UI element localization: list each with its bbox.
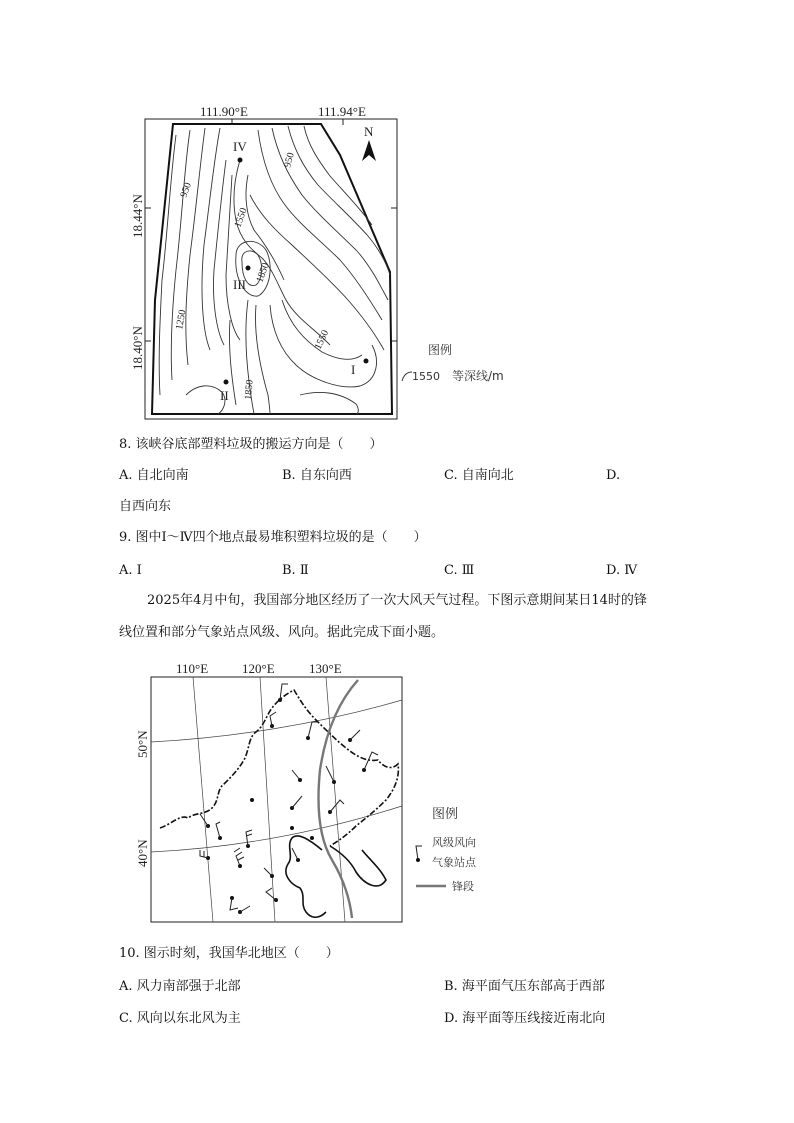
option-text: Ⅳ	[624, 563, 638, 578]
option-letter: C.	[444, 468, 458, 483]
graticule	[151, 677, 402, 922]
contour-label: 1550	[232, 206, 250, 230]
point-iv-marker	[238, 158, 243, 163]
north-arrow-icon	[362, 140, 376, 161]
passage-line-1: 2025年4月中旬，我国部分地区经历了一次大风天气过程。下图示意期间某日14时的锋	[147, 593, 647, 608]
q8-stem: 8. 该峡谷底部塑料垃圾的搬运方向是（ ）	[119, 437, 383, 452]
q9-stem: 9. 图中Ⅰ～Ⅳ四个地点最易堆积塑料垃圾的是（ ）	[119, 530, 427, 545]
q8-option-b	[282, 467, 352, 485]
map2-lat-label-1: 50°N	[135, 730, 150, 758]
q9-option-b	[282, 562, 309, 580]
survey-boundary	[152, 124, 392, 414]
north-label: N	[364, 124, 374, 139]
map2-legend-item-2: 气象站点	[432, 856, 476, 869]
map2-lon-label-3: 130°E	[309, 661, 342, 676]
contour-legend-icon	[402, 372, 412, 381]
map1-lat-label-1: 18.44°N	[130, 194, 145, 238]
canyon-depth-map	[130, 100, 520, 430]
option-letter: C.	[444, 563, 458, 578]
option-text: 自南向北	[461, 468, 514, 483]
option-text: 风向以东北风为主	[136, 1011, 241, 1026]
map2-lon-label-2: 120°E	[242, 661, 275, 676]
map2-lat-label-2: 40°N	[135, 839, 150, 867]
point-ii-marker	[224, 380, 229, 385]
map1-lon-label-1: 111.90°E	[200, 104, 248, 119]
map2-frame	[151, 677, 402, 922]
q8-option-a	[119, 467, 189, 485]
option-letter: A.	[119, 979, 133, 994]
q8-option-d-text: 自西向东	[119, 499, 172, 514]
q10-option-d	[444, 1010, 605, 1028]
wind-barb-legend-icon	[416, 846, 422, 860]
q9-option-c	[444, 562, 474, 580]
q10-option-c	[119, 1010, 241, 1028]
q10-option-a	[119, 978, 241, 996]
point-iii-label: III	[233, 277, 246, 292]
front-line	[319, 680, 359, 918]
contour-label: 1850	[254, 261, 272, 285]
option-letter: B.	[282, 563, 296, 578]
passage-line-2: 线位置和部分气象站点风级、风向。据此完成下面小题。	[119, 625, 445, 640]
point-iv-label: IV	[233, 139, 247, 154]
map2-legend-item-1: 风级风向	[432, 836, 476, 849]
option-text: 自东向西	[299, 468, 352, 483]
option-text: Ⅲ	[461, 563, 475, 578]
station-legend-icon	[416, 858, 420, 862]
map2-lon-label-1: 110°E	[176, 661, 209, 676]
option-text: 海平面气压东部高于西部	[461, 979, 605, 994]
option-letter: C.	[119, 1011, 133, 1026]
contour-label: 1550	[312, 328, 332, 352]
option-text: 风力南部强于北部	[136, 979, 241, 994]
map1-legend-title: 图例	[428, 343, 453, 357]
map1-frame	[145, 119, 397, 419]
point-i-marker	[364, 359, 369, 364]
q8-option-d-letter: D.	[606, 468, 621, 483]
map1-legend-text: 等深线/m	[452, 369, 504, 383]
map2-legend-item-3: 锋段	[452, 880, 474, 893]
option-text: 海平面等压线接近南北向	[462, 1011, 606, 1026]
point-iii-marker	[246, 266, 251, 271]
point-i-label: I	[351, 362, 356, 377]
contour-label: 950	[178, 181, 194, 200]
option-text: Ⅱ	[299, 563, 309, 578]
q8-option-c	[444, 467, 514, 485]
q9-option-d	[606, 562, 637, 580]
map1-lat-label-2: 18.40°N	[130, 326, 145, 370]
option-letter: B.	[444, 979, 458, 994]
front-weather-map	[130, 655, 490, 930]
wind-barbs	[200, 684, 378, 912]
q9-option-a	[119, 562, 142, 580]
map1-lon-label-2: 111.94°E	[318, 104, 366, 119]
option-letter: D.	[444, 1011, 459, 1026]
map1-legend-value: 1550	[412, 370, 440, 383]
contour-lines	[159, 126, 390, 414]
contour-label: 1250	[174, 308, 189, 331]
point-ii-label: II	[220, 388, 229, 403]
option-letter: A.	[119, 468, 133, 483]
option-letter: B.	[282, 468, 296, 483]
option-text: 自北向南	[136, 468, 189, 483]
coastline	[286, 836, 386, 917]
contour-label: 1850	[243, 379, 256, 401]
q10-option-b	[444, 978, 605, 996]
map2-legend-title: 图例	[432, 807, 459, 822]
option-letter: D.	[606, 563, 621, 578]
q10-stem: 10. 图示时刻，我国华北地区（ ）	[119, 946, 339, 961]
option-text: Ⅰ	[136, 563, 142, 578]
option-letter: A.	[119, 563, 133, 578]
contour-label: 950	[282, 151, 297, 169]
